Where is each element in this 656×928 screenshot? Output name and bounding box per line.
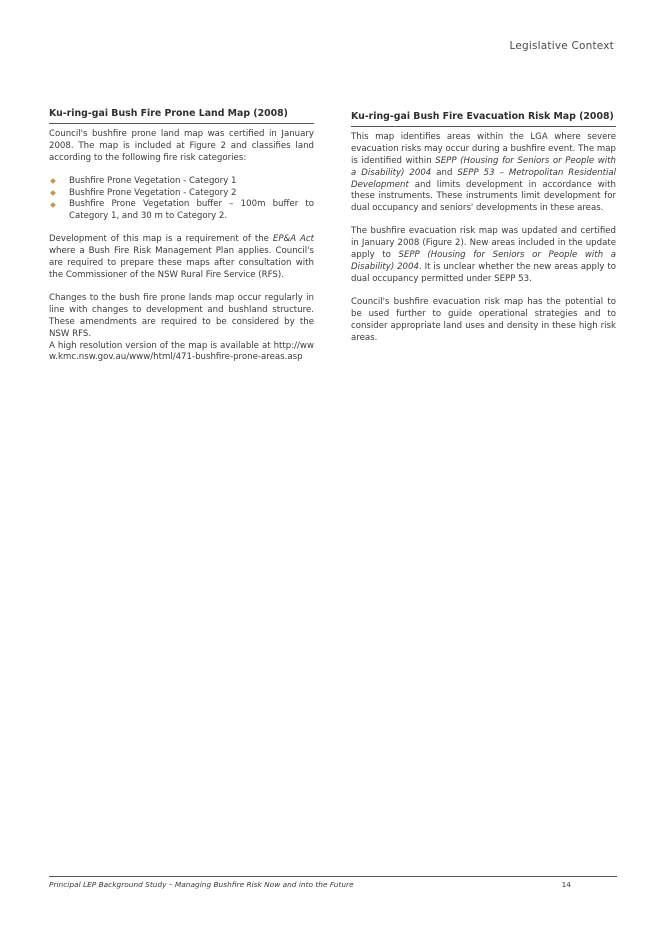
evacuation-paragraph-2: The bushfire evacuation risk map was updated and certified in January 2008 (Figure 2). New areas included in the update apply to SEPP (Housing for Seniors or People with a Disability) 2004. It is unclear whether the new areas apply to dual occupancy permitted under SEPP 53. — [351, 226, 617, 284]
list-item: Bushfire Prone Vegetation - Category 2 — [49, 188, 314, 200]
bush-fire-prone-map-title: Ku-ring-gai Bush Fire Prone Land Map (2008) — [49, 108, 314, 124]
list-item: Bushfire Prone Vegetation - Category 1 — [49, 176, 314, 188]
page-number: 14 — [561, 880, 571, 889]
running-header: Legislative Context — [509, 40, 614, 52]
fire-risk-categories-list — [49, 176, 314, 224]
amendments-paragraph: Changes to the bush fire prone lands map occur regularly in line with changes to development and bushland structure. These amendments are required to be considered by the NSW RFS. — [49, 292, 314, 339]
map-link-paragraph: A high resolution version of the map is available at http://www.kmc.nsw.gov.au/www/html/471-bushfire-prone-areas.asp — [49, 340, 314, 363]
footer-title: Principal LEP Background Study – Managing Bushfire Risk Now and into the Future — [49, 880, 354, 889]
list-item: Bushfire Prone Vegetation buffer – 100m buffer to Category 1, and 30 m to Category 2. — [49, 199, 314, 223]
epa-act-paragraph: Development of this map is a requirement of the EP&A Act where a Bush Fire Risk Management Plan applies. Council's are required to prepare these maps after consultation with the Commissioner of the NSW Rural Fire Service (RFS). — [49, 234, 314, 280]
diamond-bullet-icon — [50, 190, 56, 196]
intro-paragraph: Council's bushfire prone land map was certified in January 2008. The map is included at Figure 2 and classifies land according to the following fire risk categories: — [49, 128, 314, 163]
evacuation-paragraph-3: Council's bushfire evacuation risk map has the potential to be used further to guide operational strategies and to consider appropriate land uses and density in these high risk areas. — [351, 296, 616, 343]
evacuation-paragraph-1: This map identifies areas within the LGA where severe evacuation risks may occur during a bushfire event. The map is identified within SEPP (Housing for Seniors or People with a Disability) 2004 and SEPP 53 – Metropolitan Residential Development and limits development in accordance with these instruments. These instruments limit development for dual occupancy and seniors' developments in these areas. — [351, 131, 617, 214]
evacuation-risk-map-title: Ku-ring-gai Bush Fire Evacuation Risk Map (2008) — [351, 111, 616, 127]
diamond-bullet-icon — [50, 202, 56, 208]
right-column — [351, 108, 616, 355]
diamond-bullet-icon — [50, 178, 56, 184]
left-column — [49, 108, 314, 375]
bushfire-prone-areas-link[interactable]: http://www.kmc.nsw.gov.au/www/html/471-bushfire-prone-areas.asp — [49, 340, 314, 363]
page-footer — [49, 876, 617, 889]
